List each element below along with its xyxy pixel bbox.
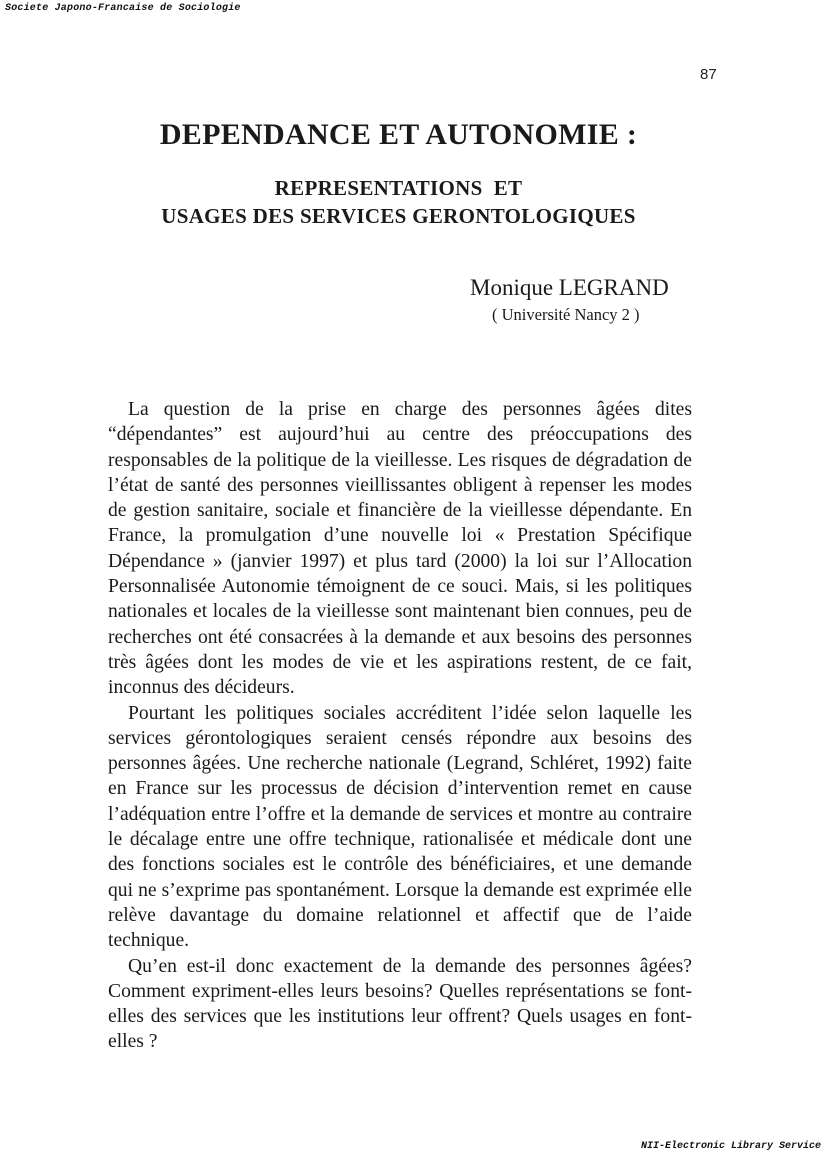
author-affiliation: ( Université Nancy 2 ) — [492, 305, 640, 324]
author-name: Monique LEGRAND — [470, 275, 669, 300]
body-paragraph-3: Qu’en est-il donc exactement de la demande des personnes âgées? Comment expriment-elles leurs besoins? Quelles représentations se font-elles des services que les institutions leur offrent? Quels usages en font-elles ? — [108, 955, 692, 1053]
article-subtitle-line-2: USAGES DES SERVICES GERONTOLOGIQUES — [161, 204, 636, 228]
journal-source-header: Societe Japono-Francaise de Sociologie — [5, 3, 241, 14]
body-paragraph-1: La question de la prise en charge des personnes âgées dites “dépendantes” est aujourd’hui au centre des préoccupations des responsables de la politique de la vieillesse. Les risques de dégradation de l’état de santé des personnes vieillissantes obligent à repenser les modes de gestion sanitaire, sociale et financière de la vieillesse dépendante. En France, la promulgation d’une nouvelle loi « Prestation Spécifique Dépendance » (janvier 1997) et plus tard (2000) la loi sur l’Allocation Personnalisée Autonomie témoignent de ce souci. Mais, si les politiques nationales et locales de la vieillesse sont maintenant bien connues, peu de recherches ont été consacrées à la demande et aux besoins des personnes très âgées dont les modes de vie et les aspirations restent, de ce fait, inconnus des décideurs. — [108, 399, 692, 699]
page-number: 87 — [700, 66, 717, 83]
library-service-footer: NII-Electronic Library Service — [640, 1141, 821, 1152]
body-paragraph-2: Pourtant les politiques sociales accréditent l’idée selon laquelle les services gérontologiques seraient censés répondre aux besoins des personnes âgées. Une recherche nationale (Legrand, Schléret, 1992) faite en France sur les processus de décision d’intervention remet en cause l’adéquation entre l’offre et la demande de services et montre au contraire le décalage entre une offre technique, rationalisée et médicale dont une des fonctions sociales est le contrôle des bénéficiaires, et une demande qui ne s’exprime pas spontanément. Lorsque la demande est exprimée elle relève davantage du domaine relationnel et affectif que de l’aide technique. — [108, 702, 692, 952]
article-body — [108, 397, 692, 1055]
article-title: DEPENDANCE ET AUTONOMIE : — [159, 118, 638, 151]
article-subtitle-line-1: REPRESENTATIONS ET — [274, 176, 523, 200]
